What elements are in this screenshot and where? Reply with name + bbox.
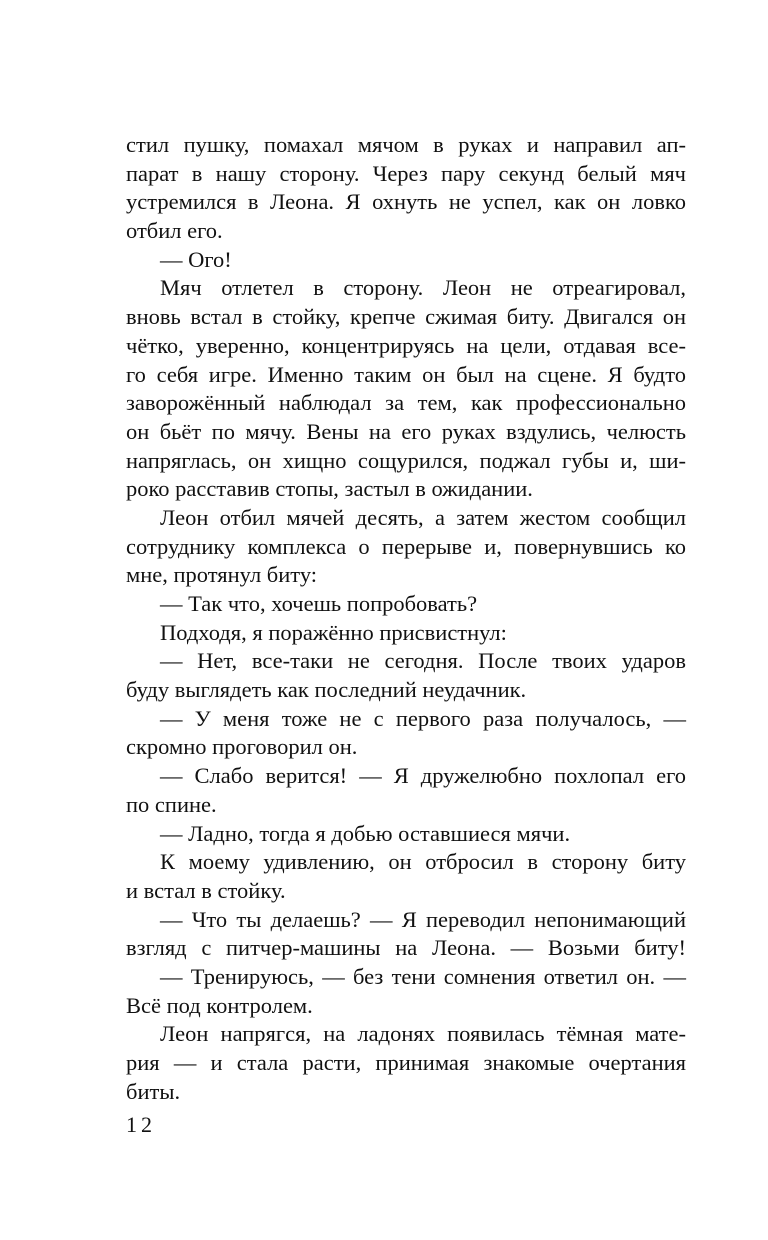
text-line: Мяч отлетел в сторону. Леон не отреагировал,	[160, 275, 686, 301]
page-number: 12	[126, 1112, 156, 1137]
text-line: отбил его.	[126, 218, 223, 244]
text-line: стил пушку, помахал мячом в руках и направил ап-	[126, 132, 686, 157]
text-line: — Нет, все-таки не сегодня. После твоих ударов	[160, 648, 686, 674]
text-line: и встал в стойку.	[126, 877, 286, 903]
text-line: — Ого!	[160, 246, 232, 272]
text-line: по спине.	[126, 791, 217, 817]
text-line: Леон напрягся, на ладонях появилась тёмная мате-	[160, 1021, 686, 1047]
text-line: сотруднику комплекса о перерыве и, повернувшись ко	[126, 533, 686, 559]
text-line: парат в нашу сторону. Через пару секунд белый мяч	[126, 160, 686, 186]
text-line: Подходя, я поражённо присвистнул:	[160, 619, 507, 645]
text-line: Леон отбил мячей десять, а затем жестом сообщил	[160, 504, 686, 530]
text-line: биты.	[126, 1078, 181, 1104]
text-line: — Ладно, тогда я добью оставшиеся мячи.	[160, 820, 571, 846]
body-text	[126, 131, 686, 1106]
text-line: К моему удивлению, он отбросил в сторону биту	[160, 849, 686, 875]
text-line: устремился в Леона. Я охнуть не успел, как он ловко	[126, 189, 686, 215]
text-line: — Так что, хочешь попробовать?	[160, 591, 478, 616]
text-line: — У меня тоже не с первого раза получалось, —	[160, 705, 686, 731]
text-line: скромно проговорил он.	[126, 734, 358, 760]
text-line: чётко, уверенно, концентрируясь на цели, отдавая все-	[126, 332, 686, 358]
text-line: го себя игре. Именно таким он был на сцене. Я будто	[126, 361, 686, 387]
text-line: роко расставив стопы, застыл в ожидании.	[126, 476, 533, 502]
text-line: напряглась, он хищно сощурился, поджал губы и, ши-	[126, 447, 686, 473]
text-line: он бьёт по мячу. Вены на его руках вздулись, челюсть	[126, 418, 686, 444]
text-line: — Тренируюсь, — без тени сомнения ответил он. —	[160, 963, 686, 989]
text-line: мне, протянул биту:	[126, 562, 318, 588]
text-line: взгляд с питчер-машины на Леона. — Возьми биту!	[126, 935, 686, 961]
text-line: — Слабо верится! — Я дружелюбно похлопал его	[160, 763, 686, 789]
text-line: Всё под контролем.	[126, 992, 313, 1018]
text-line: рия — и стала расти, принимая знакомые очертания	[126, 1050, 686, 1075]
text-line: — Что ты делаешь? — Я переводил непонимающий	[160, 906, 686, 932]
text-line: вновь встал в стойку, крепче сжимая биту. Двигался он	[126, 304, 686, 330]
text-line: заворожённый наблюдал за тем, как профессионально	[126, 390, 686, 416]
text-line: буду выглядеть как последний неудачник.	[126, 677, 527, 703]
